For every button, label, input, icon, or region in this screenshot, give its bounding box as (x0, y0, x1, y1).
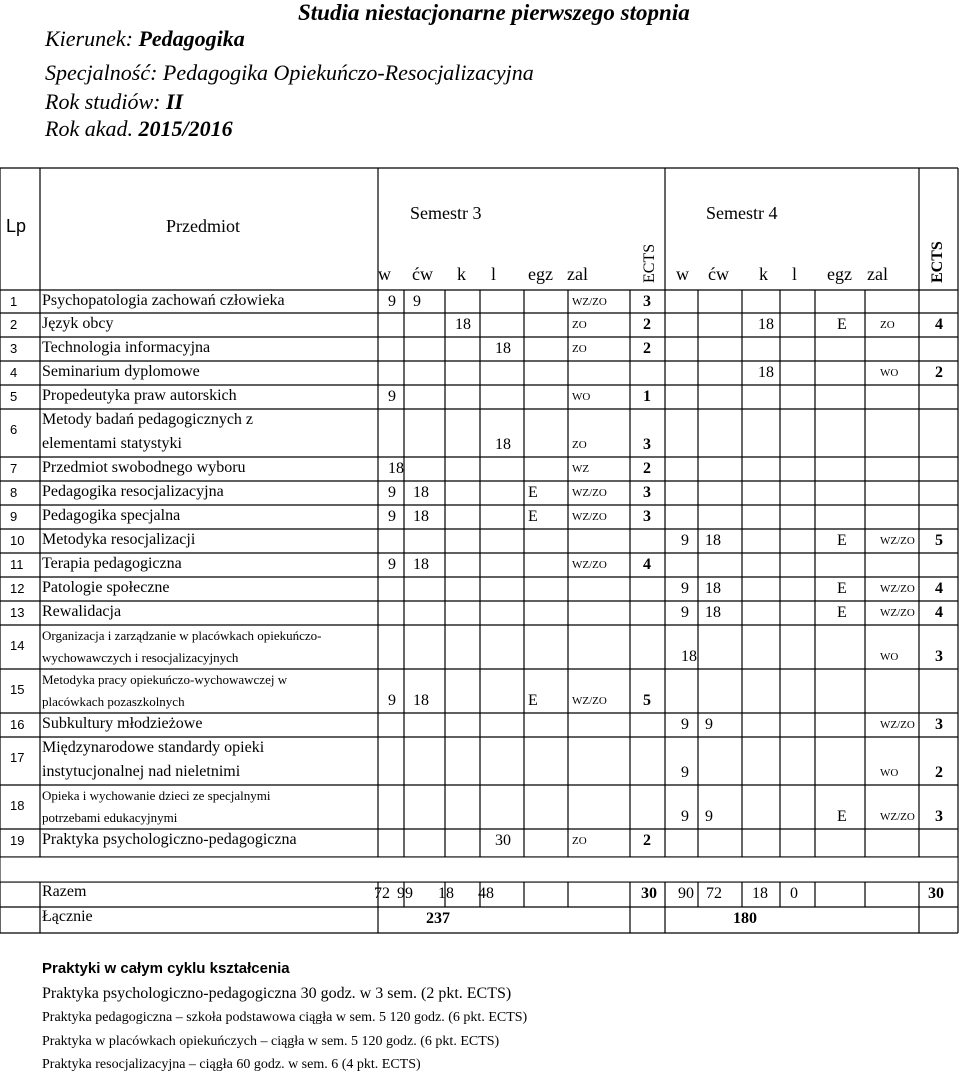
row-s3-value: 18 (413, 556, 429, 573)
row-lp: 17 (10, 750, 25, 765)
rok-label: Rok studiów: (45, 89, 166, 114)
row-s3-value: 18 (413, 508, 429, 525)
row-lp: 13 (10, 605, 25, 620)
row-s3-value: 5 (643, 692, 651, 709)
row-s4-value: 4 (935, 316, 943, 333)
row-s4-value: 9 (681, 808, 689, 825)
row-s4-value: WO (880, 651, 899, 663)
row-lp: 9 (10, 509, 18, 524)
row-s4-value: E (837, 808, 847, 825)
col-subheader-s4: ćw (708, 264, 729, 284)
row-s3-value: 18 (495, 340, 511, 357)
row-s3-value: WZ/ZO (572, 559, 607, 571)
col-header-ects-sem3: ECTS (641, 243, 658, 283)
row-subject-name: Psychopatologia zachowań człowieka (42, 292, 285, 309)
row-lp: 18 (10, 798, 25, 813)
row-s4-value: 3 (935, 716, 943, 733)
kierunek-value: Pedagogika (138, 26, 245, 51)
row-s4-value: 5 (935, 532, 943, 549)
row-s4-value: 18 (705, 580, 721, 597)
row-s4-value: 9 (681, 580, 689, 597)
praktyki-line: Praktyka w placówkach opiekuńczych – ciągła w sem. 5 120 godz. (6 pkt. ECTS) (42, 1034, 500, 1049)
row-s3-value: 9 (388, 508, 396, 525)
col-subheader-s3: w (378, 264, 391, 284)
praktyki-title: Praktyki w całym cyklu kształcenia (42, 960, 290, 977)
rok-value: II (166, 89, 184, 114)
row-subject-name: Seminarium dyplomowe (42, 363, 200, 380)
row-s4-value: WO (880, 367, 899, 379)
praktyki-line: Praktyka resocjalizacyjna – ciągła 60 godz. w sem. 6 (4 pkt. ECTS) (42, 1057, 421, 1072)
row-s3-value: 18 (455, 316, 471, 333)
row-s4-value: 3 (935, 808, 943, 825)
row-subject-name: instytucjonalnej nad nieletnimi (42, 763, 241, 780)
row-subject-name: Metodyka resocjalizacji (42, 531, 196, 548)
razem-s3-value: 30 (641, 885, 657, 902)
razem-s3-value: 18 (438, 885, 454, 902)
row-lp: 3 (10, 341, 18, 356)
row-s4-value: ZO (880, 319, 895, 331)
col-subheader-s4: w (676, 264, 689, 284)
row-s3-value: 3 (643, 484, 651, 501)
row-subject-name: placówkach pozaszkolnych (42, 694, 185, 709)
row-subject-name: Praktyka psychologiczno-pedagogiczna (42, 831, 297, 848)
row-s4-value: 4 (935, 604, 943, 621)
row-s4-value: WZ/ZO (880, 811, 915, 823)
row-lp: 11 (10, 557, 24, 572)
razem-s4-value: 90 (678, 885, 694, 902)
row-s3-value: 18 (413, 484, 429, 501)
col-header-ects-sem4: ECTS (929, 241, 946, 283)
row-s3-value: 18 (413, 692, 429, 709)
col-subheader-s3: ćw (412, 264, 433, 284)
row-s4-value: 9 (681, 604, 689, 621)
razem-s4-value: 72 (706, 885, 722, 902)
razem-s4-value: 0 (790, 885, 798, 902)
row-s3-value: 2 (643, 460, 651, 477)
row-subject-name: Propedeutyka praw autorskich (42, 387, 237, 404)
row-s4-value: WZ/ZO (880, 719, 915, 731)
row-s3-value: E (528, 692, 538, 709)
row-subject-name: Technologia informacyjna (42, 339, 211, 356)
row-s3-value: 3 (643, 508, 651, 525)
row-lp: 15 (10, 682, 25, 697)
razem-s4-value: 30 (928, 885, 944, 902)
row-s3-value: 2 (643, 316, 651, 333)
row-s3-value: WZ (572, 463, 590, 475)
spacer-row (0, 857, 958, 882)
row-subject-name: Organizacja i zarządzanie w placówkach opiekuńczo- (42, 628, 322, 643)
row-subject-name: potrzebami edukacyjnymi (42, 810, 178, 825)
row-lp: 12 (10, 581, 25, 596)
row-subject-name: Międzynarodowe standardy opieki (42, 739, 265, 756)
row-s4-value: 18 (705, 604, 721, 621)
row-s3-value: 9 (388, 692, 396, 709)
row-lp: 4 (10, 365, 18, 380)
row-s4-value: 2 (935, 764, 943, 781)
col-header-przedmiot: Przedmiot (166, 216, 240, 236)
row-lp: 19 (10, 833, 25, 848)
row-s3-value: 9 (388, 556, 396, 573)
row-s3-value: E (528, 484, 538, 501)
row-s3-value: WZ/ZO (572, 487, 607, 499)
lacznie-s4-value: 180 (733, 910, 757, 927)
row-s3-value: WZ/ZO (572, 511, 607, 523)
row-s4-value: WO (880, 767, 899, 779)
col-header-semestr-3: Semestr 3 (410, 203, 482, 223)
col-subheader-s3: k (457, 264, 466, 284)
specjalnosc-line: Specjalność: Pedagogika Opiekuńczo-Resocjalizacyjna (45, 60, 534, 85)
razem-s3-value: 72 (374, 885, 390, 902)
col-subheader-s3: zal (567, 264, 588, 284)
row-s4-value: 9 (705, 808, 713, 825)
col-header-lp: Lp (6, 216, 27, 236)
row-lp: 7 (10, 461, 18, 476)
row-s4-value: 2 (935, 364, 943, 381)
row-s4-value: 9 (681, 532, 689, 549)
row-s4-value: 9 (681, 764, 689, 781)
row-lp: 16 (10, 717, 25, 732)
razem-s3-value: 99 (397, 885, 413, 902)
rok-akad-value: 2015/2016 (138, 116, 233, 141)
row-s4-value: 9 (681, 716, 689, 733)
row-subject-name: Metodyka pracy opiekuńczo-wychowawczej w (42, 672, 288, 687)
row-lp: 5 (10, 389, 18, 404)
row-s3-value: 2 (643, 832, 651, 849)
row-subject-name: Subkultury młodzieżowe (42, 715, 203, 732)
col-header-semestr-4: Semestr 4 (706, 203, 778, 223)
row-lp: 1 (10, 294, 18, 309)
row-s4-value: E (837, 604, 847, 621)
row-subject-name: Opieka i wychowanie dzieci ze specjalnymi (42, 788, 271, 803)
row-s3-value: WO (572, 391, 591, 403)
row-s4-value: WZ/ZO (880, 607, 915, 619)
row-s3-value: ZO (572, 319, 587, 331)
row-s3-value: E (528, 508, 538, 525)
row-subject-name: Terapia pedagogiczna (42, 555, 182, 572)
row-s4-value: WZ/ZO (880, 535, 915, 547)
row-s3-value: 9 (388, 293, 396, 310)
row-s3-value: 30 (495, 832, 511, 849)
row-s3-value: 18 (495, 436, 511, 453)
row-s3-value: 9 (388, 388, 396, 405)
row-lp: 6 (10, 422, 18, 437)
col-subheader-s4: egz (827, 264, 852, 284)
row-s4-value: 3 (935, 648, 943, 665)
row-subject-name: wychowawczych i resocjalizacyjnych (42, 650, 239, 665)
row-s3-value: WZ/ZO (572, 695, 607, 707)
row-lp: 2 (10, 317, 18, 332)
row-subject-name: Język obcy (42, 315, 114, 332)
row-subject-name: Metody badań pedagogicznych z (42, 411, 254, 428)
rok-akad-label: Rok akad. (45, 116, 139, 141)
row-s4-value: E (837, 580, 847, 597)
lacznie-label: Łącznie (42, 908, 93, 925)
row-subject-name: Rewalidacja (42, 603, 122, 620)
row-s3-value: 2 (643, 340, 651, 357)
praktyki-line: Praktyka psychologiczno-pedagogiczna 30 godz. w 3 sem. (2 pkt. ECTS) (42, 985, 512, 1002)
row-s3-value: ZO (572, 835, 587, 847)
col-subheader-s4: k (759, 264, 768, 284)
col-subheader-s4: zal (867, 264, 888, 284)
row-s4-value: E (837, 532, 847, 549)
page-subtitle-studia: Studia niestacjonarne pierwszego stopnia (298, 0, 690, 25)
row-s4-value: E (837, 316, 847, 333)
lacznie-s3-value: 237 (426, 910, 450, 927)
kierunek-label: Kierunek: (45, 26, 139, 51)
razem-label: Razem (42, 883, 87, 900)
row-subject-name: Przedmiot swobodnego wyboru (42, 459, 246, 476)
col-subheader-s4: l (792, 264, 798, 284)
row-lp: 10 (10, 533, 25, 548)
row-s3-value: 18 (388, 460, 404, 477)
row-s3-value: 9 (388, 484, 396, 501)
razem-s4-value: 18 (752, 885, 768, 902)
row-s4-value: 9 (705, 716, 713, 733)
row-s3-value: 4 (643, 556, 651, 573)
razem-s3-value: 48 (478, 885, 494, 902)
row-s3-value: ZO (572, 439, 587, 451)
col-subheader-s3: egz (528, 264, 553, 284)
praktyki-line: Praktyka pedagogiczna – szkoła podstawowa ciągła w sem. 5 120 godz. (6 pkt. ECTS) (42, 1010, 528, 1025)
row-subject-name: Pedagogika specjalna (42, 507, 181, 524)
row-s4-value: 18 (705, 532, 721, 549)
row-s3-value: 1 (643, 388, 651, 405)
col-subheader-s3: l (491, 264, 497, 284)
row-s3-value: 3 (643, 436, 651, 453)
row-subject-name: Patologie społeczne (42, 579, 170, 596)
row-subject-name: Pedagogika resocjalizacyjna (42, 483, 224, 500)
row-lp: 8 (10, 485, 18, 500)
row-lp: 14 (10, 638, 25, 653)
row-s3-value: ZO (572, 343, 587, 355)
row-subject-name: elementami statystyki (42, 435, 182, 452)
row-s4-value: 4 (935, 580, 943, 597)
row-s4-value: WZ/ZO (880, 583, 915, 595)
row-s3-value: 3 (643, 293, 651, 310)
row-s3-value: WZ/ZO (572, 296, 607, 308)
row-s4-value: 18 (681, 648, 697, 665)
row-s3-value: 9 (413, 293, 421, 310)
row-s4-value: 18 (758, 316, 774, 333)
row-s4-value: 18 (758, 364, 774, 381)
